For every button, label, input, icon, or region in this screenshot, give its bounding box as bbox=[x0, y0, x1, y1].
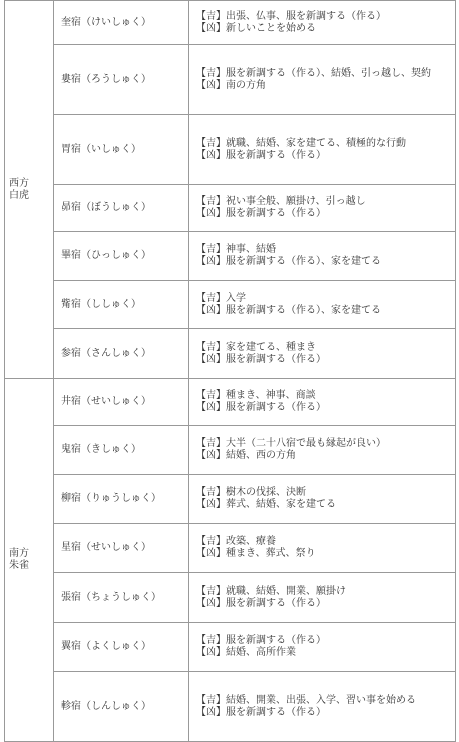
mansion-name: 井宿（せいしゅく） bbox=[54, 379, 189, 426]
fortune-cell bbox=[189, 115, 456, 185]
good-fortune: 【吉】出張、仏事、服を新調する（作る） bbox=[196, 10, 386, 22]
bad-fortune: 【凶】服を新調する（作る） bbox=[196, 706, 326, 718]
table-row bbox=[5, 185, 456, 232]
bad-fortune: 【凶】服を新調する（作る） bbox=[196, 149, 326, 161]
mansion-name: 星宿（せいしゅく） bbox=[54, 524, 189, 573]
bad-fortune: 【凶】服を新調する（作る） bbox=[196, 597, 326, 609]
fortune-cell bbox=[189, 185, 456, 232]
fortune-cell bbox=[189, 475, 456, 524]
mansion-name: 婁宿（ろうしゅく） bbox=[54, 45, 189, 115]
mansion-name: 觜宿（ししゅく） bbox=[54, 281, 189, 329]
bad-fortune: 【凶】服を新調する（作る） bbox=[196, 402, 326, 413]
bad-fortune: 【凶】結婚、西の方角 bbox=[196, 450, 296, 461]
fortune-cell bbox=[189, 623, 456, 672]
bad-fortune: 【凶】新しいことを始める bbox=[196, 22, 316, 34]
good-fortune: 【吉】大半（二十八宿で最も縁起が良い） bbox=[196, 438, 386, 449]
group-name-line: 朱雀 bbox=[9, 560, 29, 571]
bad-fortune: 【凶】種まき、葬式、祭り bbox=[196, 548, 316, 559]
table-row bbox=[5, 672, 456, 742]
table-row bbox=[5, 1, 456, 45]
fortune-cell bbox=[189, 232, 456, 281]
mansion-name: 翼宿（よくしゅく） bbox=[54, 623, 189, 672]
table-row bbox=[5, 281, 456, 329]
fortune-cell bbox=[189, 281, 456, 329]
group-cell-west bbox=[5, 1, 54, 379]
good-fortune: 【吉】樹木の伐採、決断 bbox=[196, 487, 306, 498]
good-fortune: 【吉】結婚、開業、出張、入学、習い事を始める bbox=[196, 694, 416, 706]
good-fortune: 【吉】服を新調する（作る） bbox=[196, 635, 326, 646]
fortune-cell bbox=[189, 45, 456, 115]
mansion-name: 胃宿（いしゅく） bbox=[54, 115, 189, 185]
group-cell-south bbox=[5, 379, 54, 742]
good-fortune: 【吉】祝い事全般、願掛け、引っ越し bbox=[196, 196, 366, 207]
mansion-name: 軫宿（しんしゅく） bbox=[54, 672, 189, 742]
bad-fortune: 【凶】南の方角 bbox=[196, 79, 266, 91]
bad-fortune: 【凶】服を新調する（作る） bbox=[196, 353, 326, 365]
mansion-name: 昴宿（ぼうしゅく） bbox=[54, 185, 189, 232]
bad-fortune: 【凶】葬式、結婚、家を建てる bbox=[196, 499, 336, 510]
bad-fortune: 【凶】服を新調する（作る）、家を建てる bbox=[196, 256, 381, 267]
table-row bbox=[5, 329, 456, 379]
table-row bbox=[5, 573, 456, 623]
good-fortune: 【吉】就職、結婚、家を建てる、積極的な行動 bbox=[196, 137, 406, 149]
good-fortune: 【吉】就職、結婚、開業、願掛け bbox=[196, 585, 346, 597]
mansion-name: 参宿（さんしゅく） bbox=[54, 329, 189, 379]
group-name-line: 西方 bbox=[9, 177, 29, 189]
table-row bbox=[5, 379, 456, 426]
bad-fortune: 【凶】服を新調する（作る） bbox=[196, 208, 326, 219]
table-row bbox=[5, 623, 456, 672]
good-fortune: 【吉】種まき、神事、商談 bbox=[196, 390, 316, 401]
fortune-cell bbox=[189, 672, 456, 742]
mansion-name: 奎宿（けいしゅく） bbox=[54, 1, 189, 45]
good-fortune: 【吉】服を新調する（作る）、結婚、引っ越し、契約 bbox=[196, 67, 431, 79]
table-row bbox=[5, 475, 456, 524]
table-row bbox=[5, 45, 456, 115]
good-fortune: 【吉】改築、療養 bbox=[196, 536, 276, 547]
table-row bbox=[5, 115, 456, 185]
bad-fortune: 【凶】結婚、高所作業 bbox=[196, 647, 296, 658]
fortune-cell bbox=[189, 573, 456, 623]
fortune-cell bbox=[189, 1, 456, 45]
mansions-table bbox=[4, 0, 456, 742]
fortune-cell bbox=[189, 329, 456, 379]
bad-fortune: 【凶】服を新調する（作る）、家を建てる bbox=[196, 304, 381, 316]
good-fortune: 【吉】神事、結婚 bbox=[196, 244, 276, 255]
fortune-cell bbox=[189, 524, 456, 573]
mansion-name: 柳宿（りゅうしゅく） bbox=[54, 475, 189, 524]
mansion-name: 鬼宿（きしゅく） bbox=[54, 426, 189, 475]
fortune-cell bbox=[189, 426, 456, 475]
table-row bbox=[5, 232, 456, 281]
table-row bbox=[5, 426, 456, 475]
mansion-name: 張宿（ちょうしゅく） bbox=[54, 573, 189, 623]
mansion-name: 畢宿（ひっしゅく） bbox=[54, 232, 189, 281]
group-name-line: 白虎 bbox=[9, 189, 29, 201]
good-fortune: 【吉】家を建てる、種まき bbox=[196, 341, 316, 353]
fortune-cell bbox=[189, 379, 456, 426]
good-fortune: 【吉】入学 bbox=[196, 292, 246, 304]
table-row bbox=[5, 524, 456, 573]
group-name-line: 南方 bbox=[9, 548, 29, 559]
